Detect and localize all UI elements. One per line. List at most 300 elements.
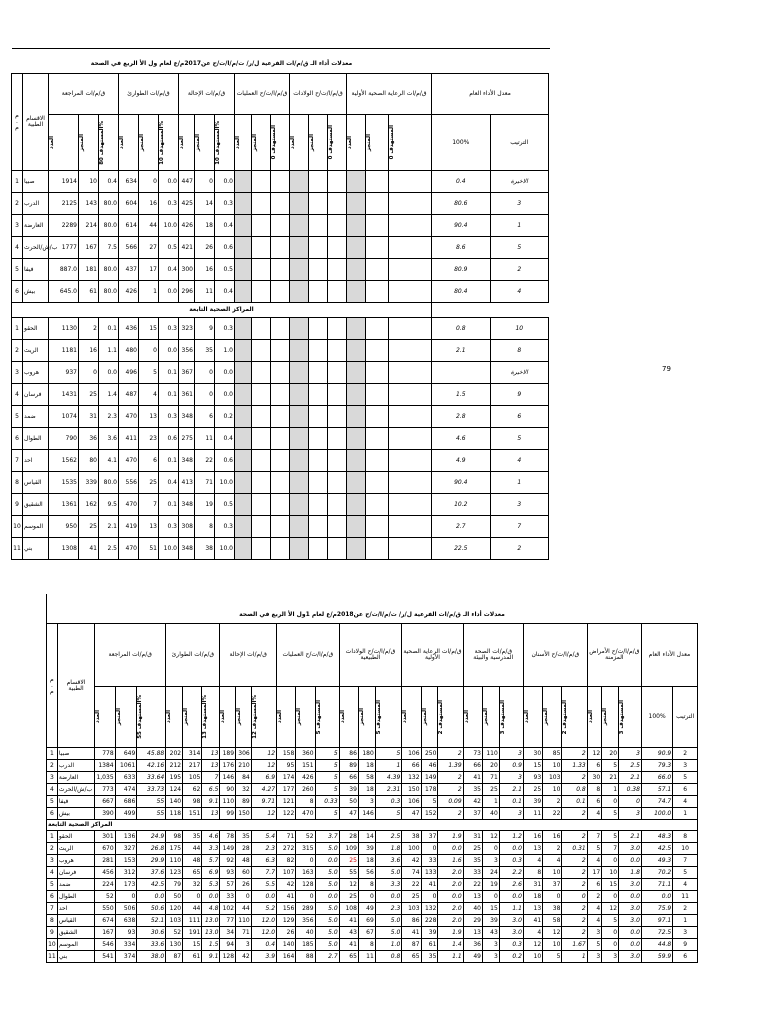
cell-value: 111	[183, 915, 202, 927]
cell-c8: 19	[195, 494, 215, 516]
header-label: المنجز	[543, 708, 550, 726]
cell-c6: 0.3	[159, 406, 179, 428]
cell-value: 0.1	[499, 796, 523, 808]
cell-c1: 2289	[49, 215, 79, 237]
empty-cell	[389, 281, 432, 303]
cell-value: 0	[296, 855, 315, 867]
cell-value: 5.0	[375, 927, 402, 939]
cell-value: 10	[543, 867, 562, 879]
cell-c2: 36	[79, 428, 99, 450]
cell-value: 0	[482, 843, 499, 855]
cell-value: 12	[339, 879, 358, 891]
empty-cell	[290, 406, 309, 428]
empty-cell	[235, 538, 252, 560]
cell-value: 167	[95, 927, 115, 939]
cell-value: 1.0	[375, 939, 402, 951]
cell-value: 136	[115, 831, 137, 843]
cell-c2: 339	[79, 472, 99, 494]
empty-cell	[235, 384, 252, 406]
cell-c7: 425	[179, 193, 195, 215]
row-number: 2	[12, 193, 23, 215]
cell-c7: 348	[179, 494, 195, 516]
cell-c3: 2.3	[99, 406, 119, 428]
empty-cell	[389, 259, 432, 281]
cell-value: 24	[482, 867, 499, 879]
cell-c3: 0.0	[99, 362, 119, 384]
cell-c2: 162	[79, 494, 99, 516]
cell-value: 9.1	[202, 951, 220, 963]
cell-c4: 480	[119, 340, 139, 362]
cell-value: 41	[463, 772, 482, 784]
cell-value: 32	[236, 784, 252, 796]
empty-cell	[389, 171, 432, 193]
empty-cell	[271, 406, 290, 428]
cell-c8: 11	[195, 281, 215, 303]
cell-value: 33.6	[137, 939, 166, 951]
sub-header	[49, 115, 79, 171]
sub-header	[602, 687, 619, 748]
cell-value: 0.33	[315, 796, 339, 808]
rank-header: الترتيب	[673, 687, 698, 748]
cell-value: 10	[602, 867, 619, 879]
cell-value: 5.0	[375, 867, 402, 879]
cell-value: 5.0	[315, 939, 339, 951]
cell-value: 250	[421, 748, 438, 760]
sub-header	[290, 115, 309, 171]
table-row	[12, 281, 549, 303]
cell-value: 0.2	[499, 951, 523, 963]
empty-cell	[347, 237, 366, 259]
cell-value: 2.1	[619, 831, 642, 843]
empty-cell	[347, 472, 366, 494]
row-number: 3	[12, 362, 23, 384]
cell-value: 52.1	[137, 915, 166, 927]
cell-c6: 0.5	[159, 237, 179, 259]
table-row	[12, 318, 549, 340]
sub-header	[587, 687, 601, 748]
cell-c2: 214	[79, 215, 99, 237]
total-value: 90.4	[432, 215, 490, 237]
cell-value: 110	[236, 915, 252, 927]
empty-cell	[389, 237, 432, 259]
cell-c8: 0	[195, 171, 215, 193]
cell-value: 2	[438, 772, 463, 784]
table-row	[47, 855, 698, 867]
table-row	[12, 384, 549, 406]
cell-value: 5	[602, 915, 619, 927]
cell-value: 89	[236, 796, 252, 808]
cell-value: 128	[220, 951, 236, 963]
cell-c6: 0.0	[159, 171, 179, 193]
empty-cell	[309, 516, 328, 538]
table-row	[47, 951, 698, 963]
cell-c4: 419	[119, 516, 139, 538]
cell-c8: 9	[195, 318, 215, 340]
cell-value: 0.31	[562, 843, 587, 855]
cell-value: 5	[315, 760, 339, 772]
cell-value: 195	[166, 772, 183, 784]
cell-c5: 25	[139, 472, 159, 494]
cell-value: 8	[358, 879, 375, 891]
empty-cell	[347, 494, 366, 516]
empty-cell	[366, 215, 389, 237]
cell-value: 41	[523, 915, 542, 927]
sub-header	[271, 115, 290, 171]
cell-value: 31	[523, 879, 542, 891]
cell-value: 146	[358, 808, 375, 820]
cell-value: 73	[463, 748, 482, 760]
cell-value: 15	[602, 879, 619, 891]
empty-cell	[389, 215, 432, 237]
cell-value: 1.9	[438, 927, 463, 939]
header-label: العدد	[235, 135, 241, 150]
cell-value: 686	[115, 796, 137, 808]
cell-value: 39	[339, 784, 358, 796]
cell-value: 15	[183, 939, 202, 951]
group-header-3: ق/م/ات الإحالة	[220, 624, 277, 687]
cell-c9: 0.5	[215, 259, 235, 281]
total-value	[432, 362, 490, 384]
cell-c8: 18	[195, 215, 215, 237]
cell-value: 189	[220, 748, 236, 760]
performance-table-2018	[46, 606, 698, 963]
sub-header	[309, 115, 328, 171]
empty-cell	[290, 472, 309, 494]
cell-c8: 35	[195, 340, 215, 362]
row-number: 3	[47, 855, 58, 867]
empty-cell	[290, 494, 309, 516]
header-label: العدد	[402, 710, 409, 724]
table-row	[12, 428, 549, 450]
cell-value: 150	[236, 808, 252, 820]
sub-header	[179, 115, 195, 171]
cell-value: 106	[402, 748, 421, 760]
cell-value: 52	[95, 891, 115, 903]
cell-value: 42	[402, 855, 421, 867]
group-header-7: ق/م/ات الصحة المدرسية والبيئة	[463, 624, 523, 687]
cell-value: 356	[296, 915, 315, 927]
cell-c4: 470	[119, 450, 139, 472]
cell-c4: 437	[119, 259, 139, 281]
cell-value: 5.0	[315, 927, 339, 939]
header-label: المنجز	[236, 708, 243, 726]
cell-value: 314	[183, 748, 202, 760]
cell-value: 633	[115, 772, 137, 784]
group-header-6: ق/م/ات الرعاية الصحية الأولية	[347, 74, 432, 115]
cell-value: 89	[339, 760, 358, 772]
cell-value: 1384	[95, 760, 115, 772]
cell-value: 132	[421, 903, 438, 915]
cell-value: 18	[358, 760, 375, 772]
cell-value: 1	[602, 784, 619, 796]
cell-value: 94	[220, 939, 236, 951]
cell-value: 4.27	[251, 784, 276, 796]
cell-value: 42.16	[137, 760, 166, 772]
cell-c9: 0.4	[215, 215, 235, 237]
header-label: العدد	[587, 710, 594, 724]
cell-value: 164	[277, 951, 296, 963]
cell-value: 426	[296, 772, 315, 784]
cell-value: 0	[602, 927, 619, 939]
cell-value: 50.6	[137, 903, 166, 915]
cell-c5: 13	[139, 406, 159, 428]
empty-cell	[271, 362, 290, 384]
cell-value: 3.7	[315, 831, 339, 843]
cell-value: 1.5	[202, 939, 220, 951]
row-name: ضمد	[23, 406, 49, 428]
cell-value: 3	[482, 939, 499, 951]
total-value: 0.4	[432, 171, 490, 193]
cell-value: 0.4	[251, 939, 276, 951]
cell-value: 153	[115, 855, 137, 867]
cell-value: 61	[183, 951, 202, 963]
empty-cell	[347, 406, 366, 428]
cell-c6: 0.3	[159, 516, 179, 538]
cell-value: 2.0	[438, 903, 463, 915]
cell-value: 0.0	[202, 891, 220, 903]
cell-value: 35	[236, 831, 252, 843]
rank-value: 6	[673, 784, 698, 796]
rank-value: 1	[673, 915, 698, 927]
group-header-4: ق/م/ا/ت/ح العمليات	[235, 74, 290, 115]
empty-cell	[290, 384, 309, 406]
cell-value: 39	[358, 843, 375, 855]
cell-value: 2	[562, 748, 587, 760]
cell-value: 98	[183, 796, 202, 808]
row-name: الموسم	[57, 939, 94, 951]
empty-cell	[309, 428, 328, 450]
header-label: العدد	[339, 710, 346, 724]
row-number: 5	[47, 796, 58, 808]
header-label: المستهدف 2	[438, 699, 445, 735]
row-number: 2	[47, 760, 58, 772]
cell-value: 45.88	[137, 748, 166, 760]
group-header-3: ق/م/ات الإحالة	[179, 74, 235, 115]
cell-c3: 2.5	[99, 538, 119, 560]
cell-value: 3	[619, 748, 642, 760]
cell-value: 133	[421, 867, 438, 879]
empty-cell	[389, 362, 432, 384]
cell-value: 3.6	[375, 855, 402, 867]
empty-cell	[366, 538, 389, 560]
cell-value: 149	[421, 772, 438, 784]
cell-value: 7	[202, 772, 220, 784]
empty-cell	[235, 362, 252, 384]
cell-value: 0.09	[438, 796, 463, 808]
cell-c7: 348	[179, 450, 195, 472]
cell-value: 38.0	[137, 951, 166, 963]
cell-value: 5.0	[315, 915, 339, 927]
cell-value: 3.0	[619, 879, 642, 891]
row-name: العارضة	[57, 772, 94, 784]
cell-c4: 566	[119, 237, 139, 259]
cell-value: 7	[587, 831, 601, 843]
cell-c1: 1431	[49, 384, 79, 406]
empty-cell	[235, 318, 252, 340]
cell-value: 66	[339, 772, 358, 784]
sub-header	[562, 687, 587, 748]
total-value: 59.9	[641, 951, 672, 963]
empty-cell	[290, 215, 309, 237]
cell-value: 25	[402, 891, 421, 903]
cell-c1: 887.0	[49, 259, 79, 281]
cell-c1: 1914	[49, 171, 79, 193]
cell-c5: 17	[139, 259, 159, 281]
empty-cell	[309, 538, 328, 560]
empty-cell	[252, 193, 271, 215]
cell-c6: 10.0	[159, 538, 179, 560]
cell-c1: 1181	[49, 340, 79, 362]
empty-cell	[290, 237, 309, 259]
cell-value: 74	[402, 867, 421, 879]
cell-value: 99	[220, 808, 236, 820]
empty-cell	[347, 538, 366, 560]
cell-value: 26.8	[137, 843, 166, 855]
cell-value: 12	[587, 748, 601, 760]
cell-value: 6	[587, 879, 601, 891]
cell-c2: 25	[79, 384, 99, 406]
empty-cell	[252, 494, 271, 516]
cell-c7: 308	[179, 516, 195, 538]
rank-value: 4	[490, 450, 548, 472]
cell-value: 58	[543, 915, 562, 927]
sub-header	[166, 687, 183, 748]
table-row	[47, 903, 698, 915]
cell-value: 93	[523, 772, 542, 784]
empty-cell	[347, 215, 366, 237]
cell-value: 327	[115, 843, 137, 855]
row-number: 9	[12, 494, 23, 516]
cell-value: 151	[183, 808, 202, 820]
sub-header	[543, 687, 562, 748]
cell-value: 5	[602, 760, 619, 772]
col-name-header: الاقسام الطبية	[23, 74, 49, 171]
cell-c7: 348	[179, 538, 195, 560]
row-name: ب/ش/الحرث	[57, 784, 94, 796]
cell-c6: 0.3	[159, 193, 179, 215]
empty-cell	[389, 384, 432, 406]
rank-value: 3	[673, 927, 698, 939]
row-name: الريث	[23, 340, 49, 362]
table-row	[12, 472, 549, 494]
cell-value: 0	[183, 891, 202, 903]
table-row	[47, 915, 698, 927]
cell-c7: 447	[179, 171, 195, 193]
empty-cell	[347, 450, 366, 472]
cell-value: 5	[315, 772, 339, 784]
cell-value: 474	[115, 784, 137, 796]
cell-value: 151	[296, 760, 315, 772]
table-row	[47, 808, 698, 820]
cell-value: 67	[358, 927, 375, 939]
cell-value: 55	[137, 796, 166, 808]
sub-header	[215, 115, 235, 171]
cell-value: 37	[463, 808, 482, 820]
empty-cell	[271, 171, 290, 193]
cell-c6: 0.0	[159, 340, 179, 362]
cell-c5: 4	[139, 384, 159, 406]
cell-value: 149	[220, 843, 236, 855]
cell-value: 87	[402, 939, 421, 951]
cell-value: 217	[183, 760, 202, 772]
cell-value: 12.0	[251, 915, 276, 927]
cell-value: 43	[339, 927, 358, 939]
cell-value: 0	[562, 891, 587, 903]
cell-value: 42	[463, 796, 482, 808]
cell-value: 175	[166, 843, 183, 855]
cell-c9: 0.0	[215, 171, 235, 193]
cell-c3: 0.1	[99, 318, 119, 340]
cell-value: 281	[95, 855, 115, 867]
cell-value: 0.38	[619, 784, 642, 796]
cell-value: 13	[523, 843, 542, 855]
empty-cell	[252, 384, 271, 406]
cell-value: 301	[95, 831, 115, 843]
cell-value: 0.0	[251, 891, 276, 903]
cell-c5: 44	[139, 215, 159, 237]
cell-value: 5.0	[315, 879, 339, 891]
empty-cell	[271, 193, 290, 215]
rank-value: 2	[673, 903, 698, 915]
total-value: 72.5	[641, 927, 672, 939]
empty-cell	[252, 318, 271, 340]
cell-value: 10	[543, 784, 562, 796]
cell-value: 103	[543, 772, 562, 784]
cell-value: 37.6	[137, 867, 166, 879]
empty-cell	[235, 193, 252, 215]
sub-header	[252, 115, 271, 171]
cell-value: 0	[296, 891, 315, 903]
cell-value: 5	[587, 939, 601, 951]
cell-value: 4	[587, 903, 601, 915]
page-number: 79	[662, 365, 671, 373]
cell-value: 202	[166, 748, 183, 760]
rank-value: 4	[673, 796, 698, 808]
empty-cell	[366, 384, 389, 406]
table-row	[47, 927, 698, 939]
cell-value: 638	[115, 915, 137, 927]
header-label: المستهدف 3	[499, 699, 506, 735]
cell-value: 3	[587, 951, 601, 963]
sub-header	[389, 115, 432, 171]
header-label: المستهدف 13%	[202, 695, 209, 739]
cell-value: 25	[339, 891, 358, 903]
cell-c4: 487	[119, 384, 139, 406]
rank-value: 10	[490, 318, 548, 340]
cell-value: 82	[277, 855, 296, 867]
row-number: 8	[12, 472, 23, 494]
cell-c5: 51	[139, 538, 159, 560]
cell-value: 13	[202, 760, 220, 772]
total-value: 57.1	[641, 784, 672, 796]
cell-c3: 4.1	[99, 450, 119, 472]
cell-value: 2.0	[438, 915, 463, 927]
cell-c9: 10.0	[215, 472, 235, 494]
sub-header	[296, 687, 315, 748]
cell-c2: 167	[79, 237, 99, 259]
cell-value: 106	[402, 796, 421, 808]
cell-value: 174	[277, 772, 296, 784]
empty-cell	[309, 281, 328, 303]
empty-cell	[252, 428, 271, 450]
total-value: 0.8	[432, 318, 490, 340]
cell-value: 92	[220, 855, 236, 867]
cell-value: 315	[296, 843, 315, 855]
cell-value: 122	[277, 808, 296, 820]
header-label: المنجز	[252, 133, 258, 152]
cell-value: 26	[277, 927, 296, 939]
row-name: ب/ش/الحرث	[23, 237, 49, 259]
